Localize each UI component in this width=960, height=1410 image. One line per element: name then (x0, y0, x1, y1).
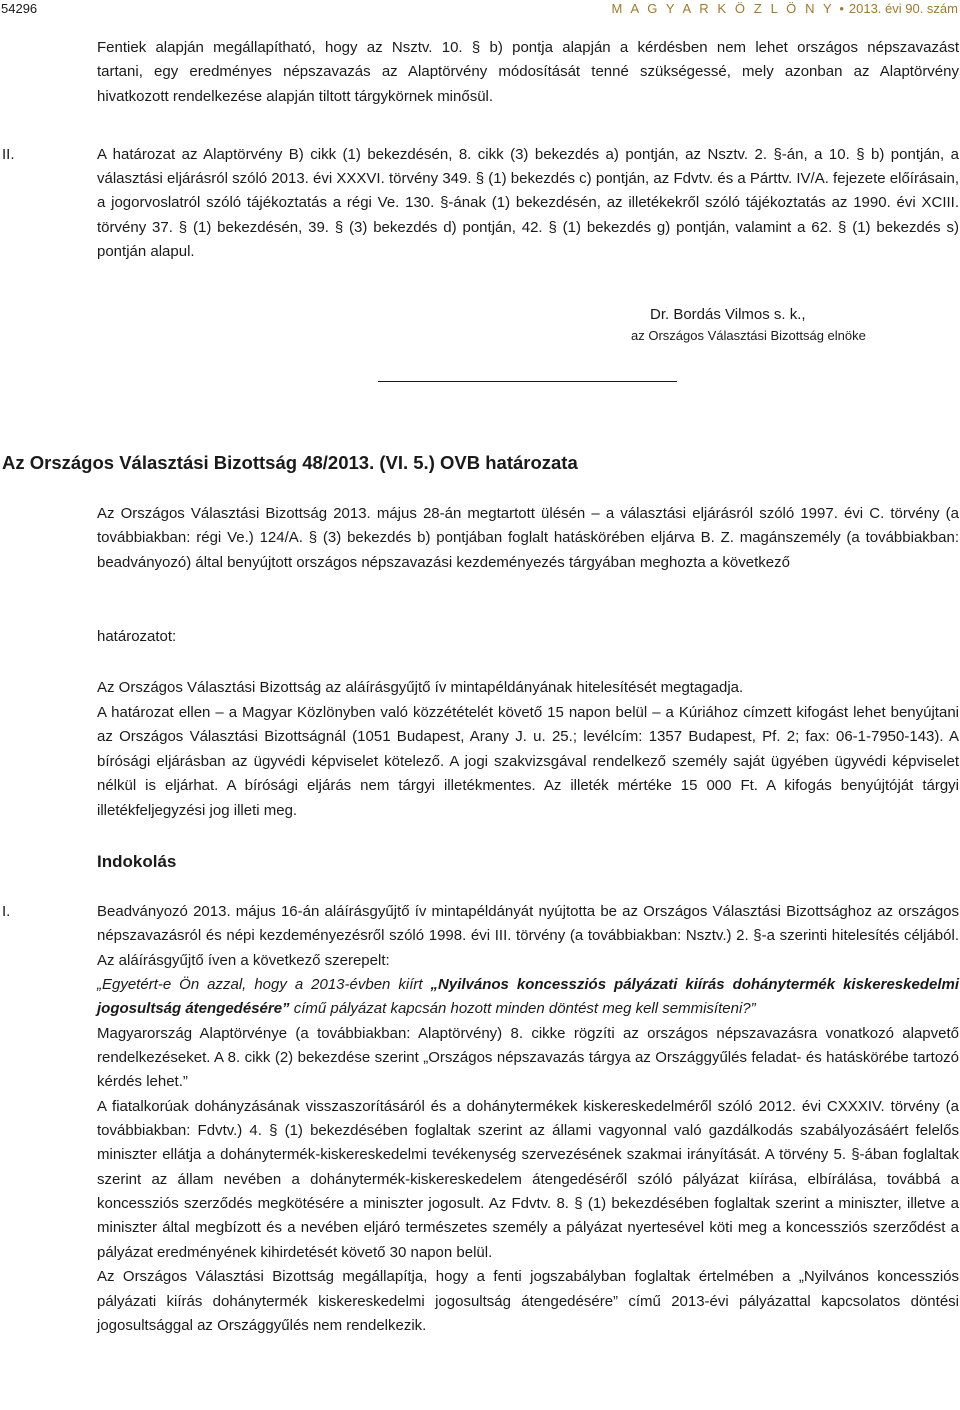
decision-title: Az Országos Választási Bizottság 48/2013. (VI. 5.) OVB határozata (2, 452, 578, 473)
signature-title: az Országos Választási Bizottság elnöke (631, 328, 866, 343)
ruling-block (97, 676, 959, 823)
page-number: 54296 (1, 1, 38, 16)
reasoning-heading: Indokolás (97, 852, 177, 871)
section-numeral-ii: II. (2, 146, 15, 163)
quote-open: „Egyetért-e Ön azzal, hogy a 2013-évben kiírt (97, 976, 431, 994)
bullet-separator: • (839, 1, 844, 16)
quote-bold: „Nyilvános koncessziós pályázati kiírás dohánytermék kiskereskedelmi jogosultság átengedésére” (97, 976, 959, 1018)
intro-paragraph (97, 36, 959, 109)
quote-close: című pályázat kapcsán hozott minden döntést meg kell semmisíteni?” (289, 1000, 756, 1018)
ruling-paragraph: Az Országos Választási Bizottság az aláírásgyűjtő ív mintapéldányának hitelesítését megtagadja. (97, 679, 744, 696)
quoted-question (97, 973, 959, 1022)
reasoning-paragraph: Az Országos Választási Bizottság megállapítja, hogy a fenti jogszabályban foglaltak értelmében a „Nyilvános koncessziós pályázati kiírás dohánytermék kiskereskedelmi jogosultság átengedésére” című 2013-évi pályázattal kapcsolatos döntési jogosultsággal az Országgyűlés nem rendelkezik. (97, 1268, 959, 1334)
signature-name: Dr. Bordás Vilmos s. k., (650, 306, 806, 323)
issue-label: 2013. évi 90. szám (848, 1, 958, 16)
intro-line: hivatkozott rendelkezése alapján tiltott tárgykörnek minősül. (97, 87, 494, 105)
decision-preamble: Az Országos Választási Bizottság 2013. május 28-án megtartott ülésén – a választási eljárásról szóló 1997. évi C. törvény (a továbbiakban: régi Ve.) 124/A. § (3) bekezdés b) pontjában foglalt hatáskörében eljárva B. Z. magánszemély (a továbbiakban: beadványozó) által benyújtott országos népszavazási kezdeményezés tárgyában meghozta a következő (97, 505, 959, 571)
ruling-paragraph: A határozat ellen – a Magyar Közlönyben való közzétételét követő 15 napon belül – a Kúriához címzett kifogást lehet benyújtani az Országos Választási Bizottságnál (1051 Budapest, Arany J. u. 25.; levélcím: 1357 Budapest, Pf. 2; fax: 06-1-7950-143). A bírósági eljárásban az ügyvédi képviselet kötelező. A jogi szakvizsgával rendelkező személy saját ügyében ügyvédi képviselet nélkül is eljárhat. A bírósági eljárás nem tárgyi illetékmentes. Az illeték mértéke 15 000 Ft. A kifogás benyújtóját tárgyi illetékfeljegyzési jog illeti meg. (97, 703, 959, 819)
reasoning-paragraph: A fiatalkorúak dohányzásának visszaszorításáról és a dohánytermékek kiskereskedelméről szóló 2012. évi CXXXIV. törvény (a továbbiakban: Fdvtv.) 4. § (1) bekezdésében foglaltak szerint az állami vagyonnal való gazdálkodás szabályozásáért felelős miniszter ellátja a dohánytermék-kiskereskedelmi tevékenység szervezésének szakmai irányítását. A törvény 5. §-ában foglaltak szerint az állam nevében a dohánytermék-kiskereskedelem átengedéséről szóló pályázat kiírása, elbírálása, továbbá a koncessziós szerződés megkötésére a miniszter jogosult. Az Fdvtv. 8. § (1) bekezdésében foglaltak szerint a miniszter, illetve a miniszter által megbízott és a nevében eljáró természetes személy a pályázat nyertesével köti meg a koncessziós szerződést a pályázat eredményének kihirdetését követő 30 napon belül. (97, 1097, 959, 1261)
reasoning-block (97, 900, 959, 1338)
journal-title: M A G Y A R K Ö Z L Ö N Y (611, 1, 835, 16)
reasoning-paragraph: Beadványozó 2013. május 16-án aláírásgyűjtő ív mintapéldányát nyújtotta be az Országos Választási Bizottsághoz az országos népszavazásról és népi kezdeményezésről szóló 1998. évi III. törvény (a továbbiakban: Nsztv.) 2. §-a szerinti hitelesítés céljából. Az aláírásgyűjtő íven a következő szerepelt: (97, 903, 959, 969)
section-ii-paragraph: A határozat az Alaptörvény B) cikk (1) bekezdésén, 8. cikk (3) bekezdés a) pontján, az Nsztv. 2. §-án, a 10. § b) pontján, a választási eljárásról szóló 2013. évi XXXVI. törvény 349. § (1) bekezdés c) pontján, az Fdvtv. és a Párttv. IV/A. fejezete előírásain, a jogorvoslatról szóló tájékoztatás a régi Ve. 130. §-ának (1) bekezdésén, az illetékekről szóló tájékoztatás az 1990. évi XCIII. törvény 37. § (1) bekezdésén, 39. § (3) bekezdés d) pontján, 42. § (1) bekezdés g) pontján, valamint a 62. § (1) bekezdés s) pontján alapul. (97, 146, 959, 260)
separator-line (378, 381, 677, 382)
reasoning-paragraph: Magyarország Alaptörvénye (a továbbiakban: Alaptörvény) 8. cikke rögzíti az országos népszavazásra vonatkozó alapvető rendelkezéseket. A 8. cikk (2) bekezdése szerint „Országos népszavazás tárgya az Országgyűlés feladat- és hatáskörébe tartozó kérdés lehet.” (97, 1024, 959, 1091)
section-numeral-i: I. (2, 903, 11, 920)
running-head (612, 0, 958, 18)
page-header (0, 0, 960, 18)
intro-line: Fentiek alapján megállapítható, hogy az Nsztv. 10. § b) pontja alapján a kérdésben nem lehet országos népszavazást (97, 39, 959, 56)
intro-line: tartani, egy eredményes népszavazás az Alaptörvény módosítását tenné szükségessé, mely azonban az Alaptörvény (97, 63, 959, 81)
decision-label: határozatot: (97, 628, 177, 645)
